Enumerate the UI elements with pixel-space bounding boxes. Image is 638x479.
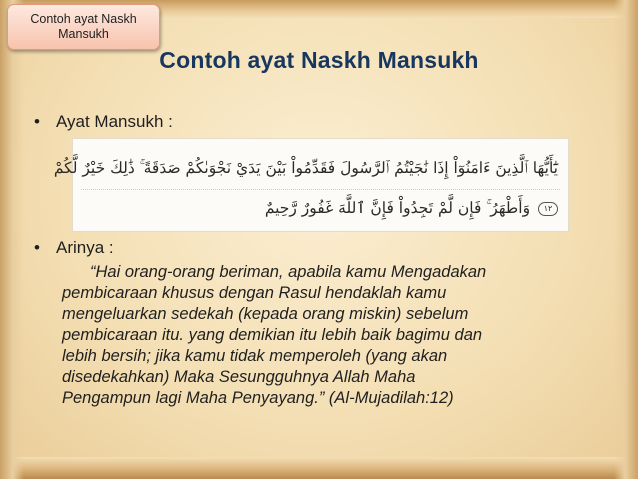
- bullet-dot-icon: •: [34, 238, 40, 257]
- verse-line-1: يَٰٓأَيُّهَا ٱلَّذِينَ ءَامَنُوٓاْ إِذَا نَٰجَيْتُمُ ٱلرَّسُولَ فَقَدِّمُواْ بَيْنَ يَدَيْ نَجْوَىٰكُمْ صَدَقَةً ۚ ذَٰلِكَ خَيْرٌ لَّكُمْ: [53, 159, 558, 177]
- verse-line-2: [265, 199, 558, 218]
- quran-verse-image: [53, 138, 569, 232]
- verse-number-marker: ١٢: [538, 202, 558, 216]
- bullet-dot-icon: •: [34, 112, 40, 131]
- translation-line: pembicaraan itu. yang demikian itu lebih baik bagimu dan: [62, 326, 483, 344]
- translation-line: “Hai orang-orang beriman, apabila kamu Mengadakan: [90, 263, 487, 281]
- section-tag: [7, 4, 160, 50]
- scroll-bottom-edge: [0, 457, 638, 479]
- slide-title: Contoh ayat Naskh Mansukh: [159, 47, 479, 73]
- bullet-arinya: [34, 238, 114, 258]
- translation-text: [62, 262, 602, 409]
- verse-line-2-text: وَأَطْهَرُ ۚ فَإِن لَّمْ تَجِدُواْ فَإِنَّ ٱللَّهَ غَفُورٌ رَّحِيمٌ: [264, 199, 531, 217]
- translation-line: mengeluarkan sedekah (kepada orang miskin) sebelum: [62, 305, 469, 323]
- section-tag-label: Contoh ayat Naskh Mansukh: [30, 12, 137, 41]
- verse-divider: [81, 189, 560, 190]
- translation-line: disedekahkan) Maka Sesungguhnya Allah Maha: [62, 368, 416, 386]
- translation-line: Pengampun lagi Maha Penyayang.” (Al-Mujadilah:12): [62, 389, 454, 407]
- translation-line: pembicaraan khusus dengan Rasul hendaklah kamu: [62, 284, 447, 302]
- translation-line: lebih bersih; jika kamu tidak memperoleh (yang akan: [62, 347, 448, 365]
- bullet-ayat-mansukh: [34, 112, 173, 132]
- bullet-label: Ayat Mansukh :: [56, 112, 173, 131]
- bullet-label: Arinya :: [56, 238, 114, 257]
